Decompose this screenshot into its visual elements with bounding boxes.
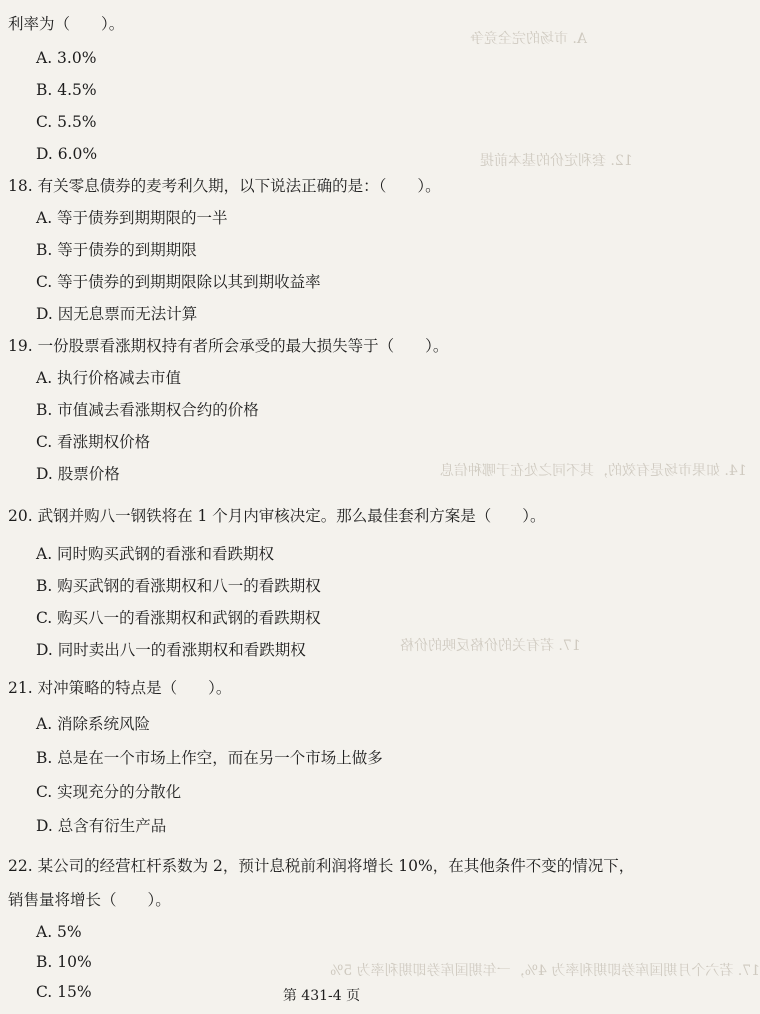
page-number: 第 431-4 页 [282, 988, 361, 1004]
question-22-continuation: 销售量将增长（ ）。 [8, 891, 171, 909]
option-d: D. 6.0% [36, 145, 98, 163]
option-a: A. 同时购买武钢的看涨和看跌期权 [36, 545, 275, 563]
question-20: 20. 武钢并购八一钢铁将在 1 个月内审核决定。那么最佳套利方案是（ ）。 [8, 507, 546, 525]
option-b: B. 市值减去看涨期权合约的价格 [36, 401, 259, 419]
option-a: A. 5% [36, 923, 82, 941]
option-b: B. 等于债券的到期期限 [36, 241, 197, 259]
option-c: C. 看涨期权价格 [36, 433, 151, 451]
option-d: D. 因无息票而无法计算 [36, 305, 198, 323]
question-21: 21. 对冲策略的特点是（ ）。 [8, 679, 232, 697]
option-b: B. 购买武钢的看涨期权和八一的看跌期权 [36, 577, 321, 595]
option-d: D. 同时卖出八一的看涨期权和看跌期权 [36, 641, 306, 659]
option-b: B. 总是在一个市场上作空，而在另一个市场上做多 [36, 749, 383, 767]
question-continuation: 利率为（ ）。 [8, 15, 125, 33]
option-c: C. 等于债券的到期期限除以其到期收益率 [36, 273, 321, 291]
option-a: A. 执行价格减去市值 [36, 369, 182, 387]
option-a: A. 等于债券到期期限的一半 [36, 209, 228, 227]
option-c: C. 5.5% [36, 113, 97, 131]
option-b: B. 10% [36, 953, 92, 971]
bleed-through-text: 12. 套利定价的基本前提 [480, 153, 633, 169]
bleed-through-text: A. 市场的完全竞争 [470, 31, 588, 47]
option-a: A. 3.0% [36, 49, 97, 67]
option-c: C. 15% [36, 983, 92, 1001]
option-d: D. 总含有衍生产品 [36, 817, 167, 835]
option-d: D. 股票价格 [36, 465, 120, 483]
bleed-through-text: 17. 若六个月期国库券即期利率为 4%，一年期国库券即期利率为 5% [330, 963, 760, 979]
option-c: C. 实现充分的分散化 [36, 783, 182, 801]
question-19: 19. 一份股票看涨期权持有者所会承受的最大损失等于（ ）。 [8, 337, 449, 355]
question-22: 22. 某公司的经营杠杆系数为 2，预计息税前利润将增长 10%，在其他条件不变的情况下， [8, 857, 635, 875]
bleed-through-text: 14. 如果市场是有效的，其不同之处在于哪种信息 [440, 463, 747, 479]
option-a: A. 消除系统风险 [36, 715, 151, 733]
bleed-through-text: 17. 若有关的价格反映的价格 [400, 638, 581, 654]
question-18: 18. 有关零息债券的麦考利久期，以下说法正确的是：（ ）。 [8, 177, 441, 195]
option-b: B. 4.5% [36, 81, 97, 99]
option-c: C. 购买八一的看涨期权和武钢的看跌期权 [36, 609, 321, 627]
